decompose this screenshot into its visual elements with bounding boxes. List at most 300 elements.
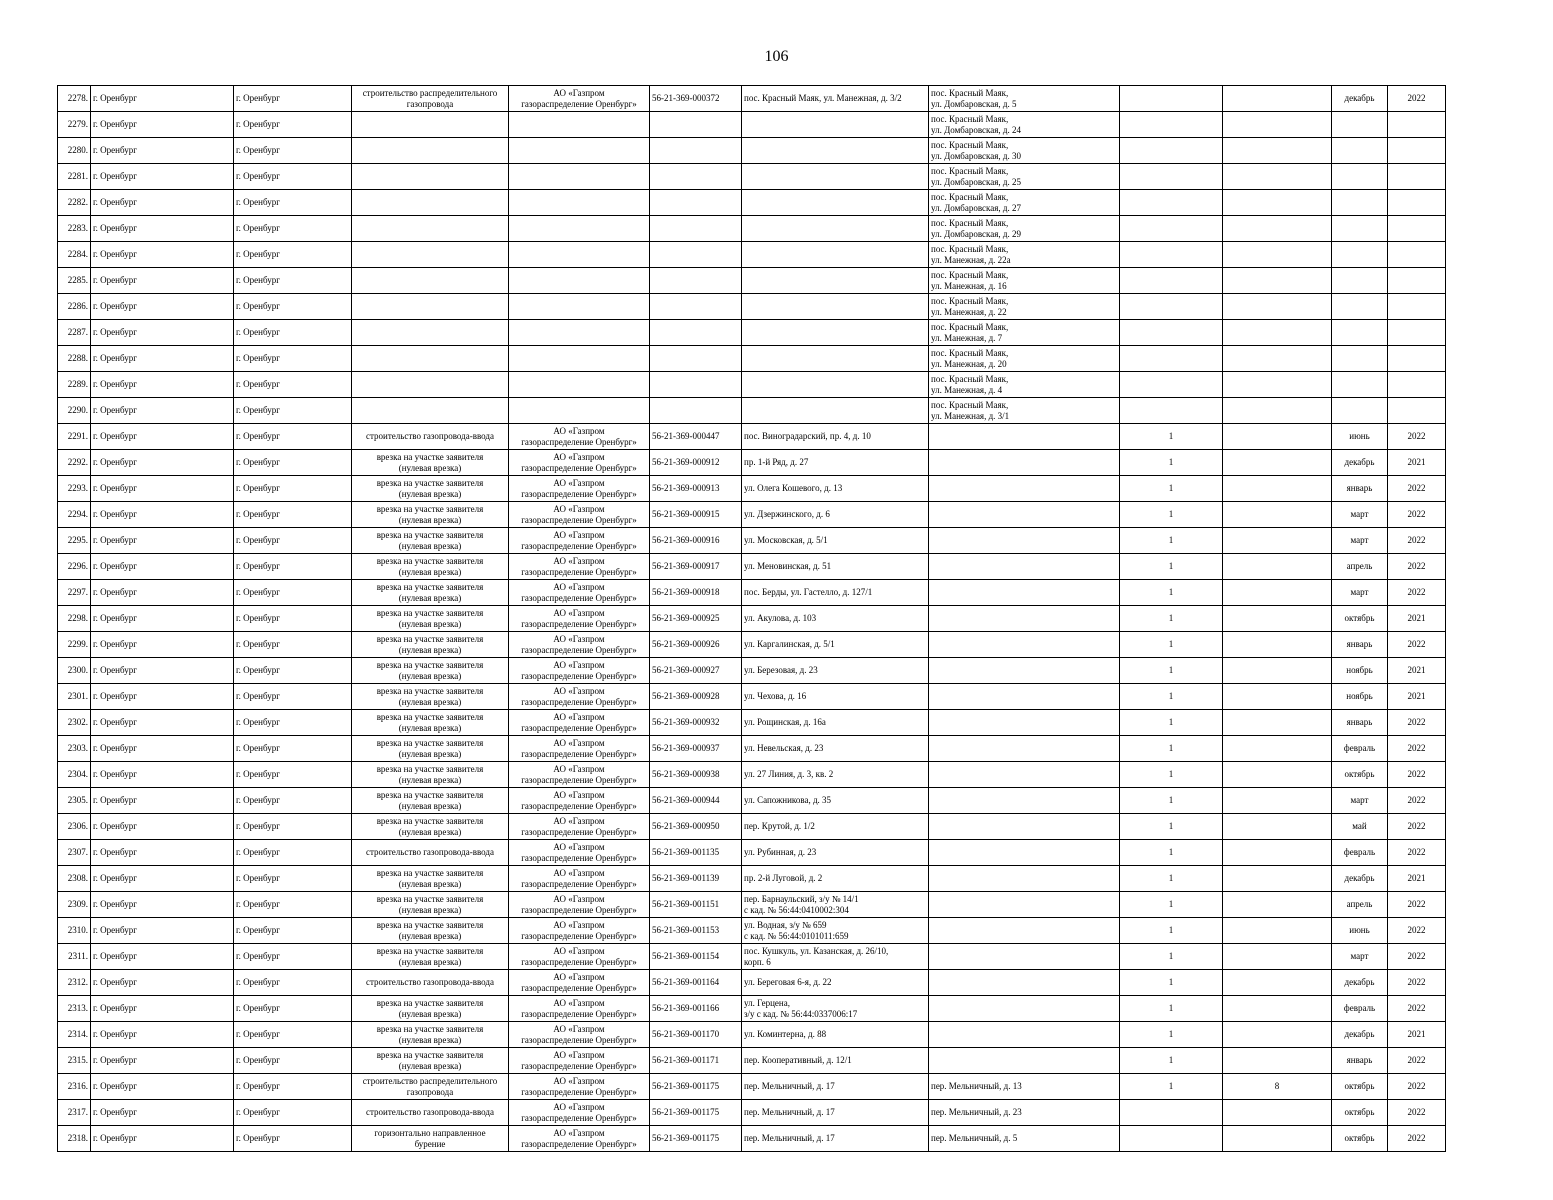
organization-cell-line: газораспределение Оренбург» bbox=[521, 852, 637, 863]
organization-cell-line: газораспределение Оренбург» bbox=[521, 98, 637, 109]
organization-cell bbox=[509, 242, 650, 268]
table-row bbox=[58, 424, 1446, 450]
organization-cell bbox=[509, 1022, 650, 1048]
month-cell: июнь bbox=[1332, 918, 1388, 944]
connected-address-cell-line: ул. Манежная, д. 16 bbox=[931, 280, 1007, 291]
table-row bbox=[58, 528, 1446, 554]
organization-cell bbox=[509, 866, 650, 892]
row-number-cell: 2309. bbox=[58, 892, 91, 918]
length-cell bbox=[1223, 398, 1332, 424]
organization-cell-line: АО «Газпром bbox=[553, 789, 605, 800]
work-type-cell bbox=[352, 216, 509, 242]
municipality-cell: г. Оренбург bbox=[91, 866, 234, 892]
row-number-cell: 2318. bbox=[58, 1126, 91, 1152]
year-cell: 2022 bbox=[1388, 710, 1446, 736]
municipality-cell: г. Оренбург bbox=[91, 892, 234, 918]
municipality-cell: г. Оренбург bbox=[91, 814, 234, 840]
work-type-cell-line: врезка на участке заявителя bbox=[376, 1049, 484, 1060]
connected-address-cell bbox=[929, 918, 1120, 944]
address-cell bbox=[742, 658, 929, 684]
connected-address-cell bbox=[929, 1022, 1120, 1048]
month-cell: октябрь bbox=[1332, 1100, 1388, 1126]
address-cell bbox=[742, 684, 929, 710]
work-type-cell bbox=[352, 944, 509, 970]
organization-cell bbox=[509, 372, 650, 398]
quantity-cell bbox=[1120, 138, 1223, 164]
address-cell-line: с кад. № 56:44:0101011:659 bbox=[744, 930, 849, 941]
year-cell: 2021 bbox=[1388, 866, 1446, 892]
work-type-cell-line: врезка на участке заявителя bbox=[376, 659, 484, 670]
work-type-cell bbox=[352, 580, 509, 606]
month-cell: февраль bbox=[1332, 840, 1388, 866]
locality-cell: г. Оренбург bbox=[234, 242, 352, 268]
address-cell-line: з/у с кад. № 56:44:0337006:17 bbox=[744, 1008, 858, 1019]
row-number-cell: 2310. bbox=[58, 918, 91, 944]
locality-cell: г. Оренбург bbox=[234, 554, 352, 580]
object-code-cell: 56-21-369-000928 bbox=[650, 684, 742, 710]
row-number-cell: 2284. bbox=[58, 242, 91, 268]
address-cell bbox=[742, 736, 929, 762]
municipality-cell: г. Оренбург bbox=[91, 658, 234, 684]
object-code-cell: 56-21-369-000944 bbox=[650, 788, 742, 814]
municipality-cell: г. Оренбург bbox=[91, 580, 234, 606]
work-type-cell-line: (нулевая врезка) bbox=[398, 800, 462, 811]
connected-address-cell bbox=[929, 554, 1120, 580]
work-type-cell bbox=[352, 1126, 509, 1152]
month-cell: декабрь bbox=[1332, 970, 1388, 996]
address-cell bbox=[742, 996, 929, 1022]
connected-address-cell bbox=[929, 112, 1120, 138]
organization-cell-line: газораспределение Оренбург» bbox=[521, 436, 637, 447]
year-cell: 2022 bbox=[1388, 892, 1446, 918]
length-cell bbox=[1223, 944, 1332, 970]
table-body bbox=[58, 86, 1446, 1152]
quantity-cell: 1 bbox=[1120, 736, 1223, 762]
object-code-cell: 56-21-369-001175 bbox=[650, 1100, 742, 1126]
object-code-cell: 56-21-369-000912 bbox=[650, 450, 742, 476]
work-type-cell-line: (нулевая врезка) bbox=[398, 956, 462, 967]
row-number-cell: 2280. bbox=[58, 138, 91, 164]
organization-cell-line: газораспределение Оренбург» bbox=[521, 930, 637, 941]
municipality-cell: г. Оренбург bbox=[91, 398, 234, 424]
connected-address-cell bbox=[929, 190, 1120, 216]
table-row bbox=[58, 892, 1446, 918]
connected-address-cell bbox=[929, 684, 1120, 710]
quantity-cell: 1 bbox=[1120, 970, 1223, 996]
work-type-cell-line: (нулевая врезка) bbox=[398, 1008, 462, 1019]
length-cell bbox=[1223, 970, 1332, 996]
year-cell: 2022 bbox=[1388, 736, 1446, 762]
locality-cell: г. Оренбург bbox=[234, 398, 352, 424]
organization-cell-line: газораспределение Оренбург» bbox=[521, 592, 637, 603]
year-cell: 2021 bbox=[1388, 684, 1446, 710]
quantity-cell: 1 bbox=[1120, 528, 1223, 554]
connected-address-cell bbox=[929, 528, 1120, 554]
organization-cell bbox=[509, 1100, 650, 1126]
row-number-cell: 2279. bbox=[58, 112, 91, 138]
connected-address-cell bbox=[929, 606, 1120, 632]
object-code-cell: 56-21-369-001170 bbox=[650, 1022, 742, 1048]
organization-cell-line: АО «Газпром bbox=[553, 451, 605, 462]
quantity-cell: 1 bbox=[1120, 606, 1223, 632]
quantity-cell: 1 bbox=[1120, 632, 1223, 658]
locality-cell: г. Оренбург bbox=[234, 658, 352, 684]
row-number-cell: 2305. bbox=[58, 788, 91, 814]
work-type-cell-line: (нулевая врезка) bbox=[398, 1060, 462, 1071]
work-type-cell-line: врезка на участке заявителя bbox=[376, 685, 484, 696]
municipality-cell: г. Оренбург bbox=[91, 216, 234, 242]
object-code-cell: 56-21-369-000927 bbox=[650, 658, 742, 684]
address-cell bbox=[742, 1126, 929, 1152]
work-type-cell-line: (нулевая врезка) bbox=[398, 930, 462, 941]
locality-cell: г. Оренбург bbox=[234, 684, 352, 710]
municipality-cell: г. Оренбург bbox=[91, 918, 234, 944]
quantity-cell: 1 bbox=[1120, 424, 1223, 450]
locality-cell: г. Оренбург bbox=[234, 112, 352, 138]
object-code-cell bbox=[650, 216, 742, 242]
quantity-cell bbox=[1120, 216, 1223, 242]
quantity-cell bbox=[1120, 112, 1223, 138]
quantity-cell bbox=[1120, 268, 1223, 294]
connected-address-cell-line: ул. Манежная, д. 20 bbox=[931, 358, 1007, 369]
object-code-cell: 56-21-369-001171 bbox=[650, 1048, 742, 1074]
work-type-cell-line: врезка на участке заявителя bbox=[376, 633, 484, 644]
row-number-cell: 2300. bbox=[58, 658, 91, 684]
organization-cell-line: АО «Газпром bbox=[553, 1101, 605, 1112]
length-cell bbox=[1223, 1100, 1332, 1126]
work-type-cell-line: газопровода bbox=[406, 1086, 454, 1097]
address-cell bbox=[742, 268, 929, 294]
municipality-cell: г. Оренбург bbox=[91, 294, 234, 320]
quantity-cell: 1 bbox=[1120, 762, 1223, 788]
object-code-cell: 56-21-369-001154 bbox=[650, 944, 742, 970]
organization-cell-line: АО «Газпром bbox=[553, 1023, 605, 1034]
municipality-cell: г. Оренбург bbox=[91, 970, 234, 996]
organization-cell bbox=[509, 1074, 650, 1100]
length-cell bbox=[1223, 164, 1332, 190]
connected-address-cell bbox=[929, 1126, 1120, 1152]
organization-cell bbox=[509, 710, 650, 736]
length-cell bbox=[1223, 788, 1332, 814]
organization-cell-line: газораспределение Оренбург» bbox=[521, 670, 637, 681]
month-cell: февраль bbox=[1332, 736, 1388, 762]
row-number-cell: 2313. bbox=[58, 996, 91, 1022]
table-row bbox=[58, 814, 1446, 840]
row-number-cell: 2296. bbox=[58, 554, 91, 580]
quantity-cell: 1 bbox=[1120, 710, 1223, 736]
organization-cell-line: газораспределение Оренбург» bbox=[521, 956, 637, 967]
locality-cell: г. Оренбург bbox=[234, 580, 352, 606]
object-code-cell bbox=[650, 268, 742, 294]
quantity-cell: 1 bbox=[1120, 502, 1223, 528]
work-type-cell bbox=[352, 320, 509, 346]
locality-cell: г. Оренбург bbox=[234, 528, 352, 554]
municipality-cell: г. Оренбург bbox=[91, 346, 234, 372]
connected-address-cell-line: ул. Домбаровская, д. 25 bbox=[931, 176, 1021, 187]
locality-cell: г. Оренбург bbox=[234, 268, 352, 294]
object-code-cell: 56-21-369-001175 bbox=[650, 1126, 742, 1152]
work-type-cell-line: врезка на участке заявителя bbox=[376, 815, 484, 826]
connected-address-cell-line: пос. Красный Маяк, bbox=[931, 165, 1009, 176]
address-cell bbox=[742, 762, 929, 788]
length-cell bbox=[1223, 736, 1332, 762]
connected-address-cell bbox=[929, 424, 1120, 450]
organization-cell-line: АО «Газпром bbox=[553, 477, 605, 488]
work-type-cell-line: врезка на участке заявителя bbox=[376, 711, 484, 722]
year-cell: 2022 bbox=[1388, 996, 1446, 1022]
organization-cell-line: газораспределение Оренбург» bbox=[521, 514, 637, 525]
table-row bbox=[58, 554, 1446, 580]
organization-cell-line: АО «Газпром bbox=[553, 997, 605, 1008]
object-code-cell bbox=[650, 294, 742, 320]
length-cell bbox=[1223, 476, 1332, 502]
address-cell bbox=[742, 632, 929, 658]
connected-address-cell bbox=[929, 268, 1120, 294]
locality-cell: г. Оренбург bbox=[234, 1022, 352, 1048]
connected-address-cell-line: пос. Красный Маяк, bbox=[931, 373, 1009, 384]
work-type-cell bbox=[352, 424, 509, 450]
length-cell bbox=[1223, 424, 1332, 450]
address-cell-line: пр. 2-й Луговой, д. 2 bbox=[744, 873, 823, 883]
connected-address-cell bbox=[929, 658, 1120, 684]
row-number-cell: 2278. bbox=[58, 86, 91, 112]
address-cell-line: пос. Берды, ул. Гастелло, д. 127/1 bbox=[744, 587, 873, 597]
month-cell: январь bbox=[1332, 1048, 1388, 1074]
address-cell-line: ул. Чехова, д. 16 bbox=[744, 691, 807, 701]
row-number-cell: 2293. bbox=[58, 476, 91, 502]
work-type-cell-line: врезка на участке заявителя bbox=[376, 789, 484, 800]
table-row bbox=[58, 788, 1446, 814]
length-cell bbox=[1223, 866, 1332, 892]
address-cell bbox=[742, 242, 929, 268]
year-cell: 2022 bbox=[1388, 1100, 1446, 1126]
table-row bbox=[58, 502, 1446, 528]
municipality-cell: г. Оренбург bbox=[91, 372, 234, 398]
register-table bbox=[57, 85, 1446, 1152]
row-number-cell: 2295. bbox=[58, 528, 91, 554]
organization-cell-line: АО «Газпром bbox=[553, 87, 605, 98]
work-type-cell bbox=[352, 164, 509, 190]
row-number-cell: 2316. bbox=[58, 1074, 91, 1100]
row-number-cell: 2301. bbox=[58, 684, 91, 710]
quantity-cell: 1 bbox=[1120, 788, 1223, 814]
connected-address-cell-line: пер. Мельничный, д. 23 bbox=[931, 1107, 1022, 1117]
organization-cell bbox=[509, 632, 650, 658]
table-row bbox=[58, 736, 1446, 762]
object-code-cell: 56-21-369-000917 bbox=[650, 554, 742, 580]
connected-address-cell bbox=[929, 86, 1120, 112]
locality-cell: г. Оренбург bbox=[234, 450, 352, 476]
organization-cell bbox=[509, 138, 650, 164]
work-type-cell bbox=[352, 554, 509, 580]
organization-cell bbox=[509, 528, 650, 554]
length-cell bbox=[1223, 216, 1332, 242]
length-cell bbox=[1223, 242, 1332, 268]
work-type-cell-line: врезка на участке заявителя bbox=[376, 555, 484, 566]
connected-address-cell bbox=[929, 372, 1120, 398]
locality-cell: г. Оренбург bbox=[234, 190, 352, 216]
work-type-cell-line: (нулевая врезка) bbox=[398, 722, 462, 733]
table-row bbox=[58, 398, 1446, 424]
work-type-cell-line: врезка на участке заявителя bbox=[376, 451, 484, 462]
work-type-cell bbox=[352, 528, 509, 554]
month-cell: декабрь bbox=[1332, 86, 1388, 112]
address-cell bbox=[742, 424, 929, 450]
organization-cell bbox=[509, 918, 650, 944]
municipality-cell: г. Оренбург bbox=[91, 86, 234, 112]
quantity-cell bbox=[1120, 242, 1223, 268]
organization-cell bbox=[509, 944, 650, 970]
connected-address-cell-line: пос. Красный Маяк, bbox=[931, 139, 1009, 150]
month-cell bbox=[1332, 216, 1388, 242]
address-cell bbox=[742, 372, 929, 398]
month-cell: май bbox=[1332, 814, 1388, 840]
row-number-cell: 2292. bbox=[58, 450, 91, 476]
month-cell: январь bbox=[1332, 476, 1388, 502]
connected-address-cell bbox=[929, 762, 1120, 788]
work-type-cell-line: врезка на участке заявителя bbox=[376, 1023, 484, 1034]
table-row bbox=[58, 346, 1446, 372]
length-cell bbox=[1223, 1048, 1332, 1074]
connected-address-cell-line: пос. Красный Маяк, bbox=[931, 191, 1009, 202]
work-type-cell-line: врезка на участке заявителя bbox=[376, 503, 484, 514]
length-cell bbox=[1223, 710, 1332, 736]
object-code-cell: 56-21-369-001175 bbox=[650, 1074, 742, 1100]
year-cell: 2022 bbox=[1388, 918, 1446, 944]
quantity-cell bbox=[1120, 346, 1223, 372]
work-type-cell-line: врезка на участке заявителя bbox=[376, 607, 484, 618]
work-type-cell-line: (нулевая врезка) bbox=[398, 826, 462, 837]
connected-address-cell-line: ул. Домбаровская, д. 24 bbox=[931, 124, 1021, 135]
connected-address-cell-line: ул. Манежная, д. 22а bbox=[931, 254, 1011, 265]
locality-cell: г. Оренбург bbox=[234, 814, 352, 840]
work-type-cell-line: строительство газопровода-ввода bbox=[366, 977, 494, 987]
month-cell: ноябрь bbox=[1332, 658, 1388, 684]
row-number-cell: 2288. bbox=[58, 346, 91, 372]
organization-cell-line: газораспределение Оренбург» bbox=[521, 1060, 637, 1071]
row-number-cell: 2290. bbox=[58, 398, 91, 424]
object-code-cell: 56-21-369-000932 bbox=[650, 710, 742, 736]
month-cell: декабрь bbox=[1332, 450, 1388, 476]
connected-address-cell bbox=[929, 164, 1120, 190]
connected-address-cell bbox=[929, 138, 1120, 164]
work-type-cell bbox=[352, 1074, 509, 1100]
address-cell bbox=[742, 1074, 929, 1100]
table-row bbox=[58, 450, 1446, 476]
length-cell bbox=[1223, 112, 1332, 138]
year-cell: 2022 bbox=[1388, 86, 1446, 112]
row-number-cell: 2304. bbox=[58, 762, 91, 788]
work-type-cell bbox=[352, 268, 509, 294]
connected-address-cell-line: ул. Домбаровская, д. 5 bbox=[931, 98, 1017, 109]
organization-cell-line: АО «Газпром bbox=[553, 893, 605, 904]
locality-cell: г. Оренбург bbox=[234, 424, 352, 450]
work-type-cell-line: врезка на участке заявителя bbox=[376, 581, 484, 592]
organization-cell-line: АО «Газпром bbox=[553, 685, 605, 696]
length-cell bbox=[1223, 892, 1332, 918]
address-cell bbox=[742, 892, 929, 918]
address-cell bbox=[742, 138, 929, 164]
work-type-cell bbox=[352, 970, 509, 996]
locality-cell: г. Оренбург bbox=[234, 1074, 352, 1100]
page-number: 106 bbox=[764, 48, 789, 65]
year-cell bbox=[1388, 138, 1446, 164]
address-cell-line: ул. Герцена, bbox=[744, 997, 790, 1008]
length-cell bbox=[1223, 320, 1332, 346]
row-number-cell: 2306. bbox=[58, 814, 91, 840]
work-type-cell-line: строительство распределительного bbox=[362, 1075, 498, 1086]
table-row bbox=[58, 970, 1446, 996]
table-row bbox=[58, 762, 1446, 788]
organization-cell bbox=[509, 606, 650, 632]
table-row bbox=[58, 840, 1446, 866]
table-row bbox=[58, 190, 1446, 216]
row-number-cell: 2287. bbox=[58, 320, 91, 346]
municipality-cell: г. Оренбург bbox=[91, 164, 234, 190]
locality-cell: г. Оренбург bbox=[234, 346, 352, 372]
organization-cell bbox=[509, 892, 650, 918]
table-row bbox=[58, 580, 1446, 606]
organization-cell-line: АО «Газпром bbox=[553, 633, 605, 644]
address-cell bbox=[742, 398, 929, 424]
organization-cell bbox=[509, 736, 650, 762]
organization-cell bbox=[509, 658, 650, 684]
organization-cell bbox=[509, 840, 650, 866]
year-cell: 2022 bbox=[1388, 502, 1446, 528]
organization-cell bbox=[509, 294, 650, 320]
address-cell bbox=[742, 606, 929, 632]
quantity-cell: 1 bbox=[1120, 918, 1223, 944]
object-code-cell: 56-21-369-000913 bbox=[650, 476, 742, 502]
quantity-cell bbox=[1120, 1100, 1223, 1126]
quantity-cell bbox=[1120, 320, 1223, 346]
table-row bbox=[58, 1048, 1446, 1074]
address-cell-line: ул. Невельская, д. 23 bbox=[744, 743, 824, 753]
month-cell: октябрь bbox=[1332, 1074, 1388, 1100]
quantity-cell: 1 bbox=[1120, 684, 1223, 710]
organization-cell-line: АО «Газпром bbox=[553, 425, 605, 436]
month-cell: октябрь bbox=[1332, 762, 1388, 788]
locality-cell: г. Оренбург bbox=[234, 502, 352, 528]
organization-cell-line: АО «Газпром bbox=[553, 1075, 605, 1086]
row-number-cell: 2311. bbox=[58, 944, 91, 970]
organization-cell-line: АО «Газпром bbox=[553, 763, 605, 774]
table-row bbox=[58, 86, 1446, 112]
year-cell bbox=[1388, 268, 1446, 294]
organization-cell-line: АО «Газпром bbox=[553, 971, 605, 982]
address-cell-line: ул. Дзержинского, д. 6 bbox=[744, 509, 830, 519]
municipality-cell: г. Оренбург bbox=[91, 476, 234, 502]
year-cell bbox=[1388, 242, 1446, 268]
row-number-cell: 2303. bbox=[58, 736, 91, 762]
work-type-cell bbox=[352, 632, 509, 658]
municipality-cell: г. Оренбург bbox=[91, 502, 234, 528]
object-code-cell: 56-21-369-001164 bbox=[650, 970, 742, 996]
connected-address-cell-line: ул. Манежная, д. 7 bbox=[931, 332, 1003, 343]
row-number-cell: 2302. bbox=[58, 710, 91, 736]
work-type-cell-line: врезка на участке заявителя bbox=[376, 737, 484, 748]
work-type-cell-line: (нулевая врезка) bbox=[398, 514, 462, 525]
length-cell bbox=[1223, 1126, 1332, 1152]
row-number-cell: 2299. bbox=[58, 632, 91, 658]
connected-address-cell bbox=[929, 1048, 1120, 1074]
work-type-cell-line: (нулевая врезка) bbox=[398, 748, 462, 759]
municipality-cell: г. Оренбург bbox=[91, 424, 234, 450]
organization-cell bbox=[509, 814, 650, 840]
quantity-cell: 1 bbox=[1120, 1074, 1223, 1100]
work-type-cell-line: врезка на участке заявителя bbox=[376, 529, 484, 540]
organization-cell bbox=[509, 554, 650, 580]
